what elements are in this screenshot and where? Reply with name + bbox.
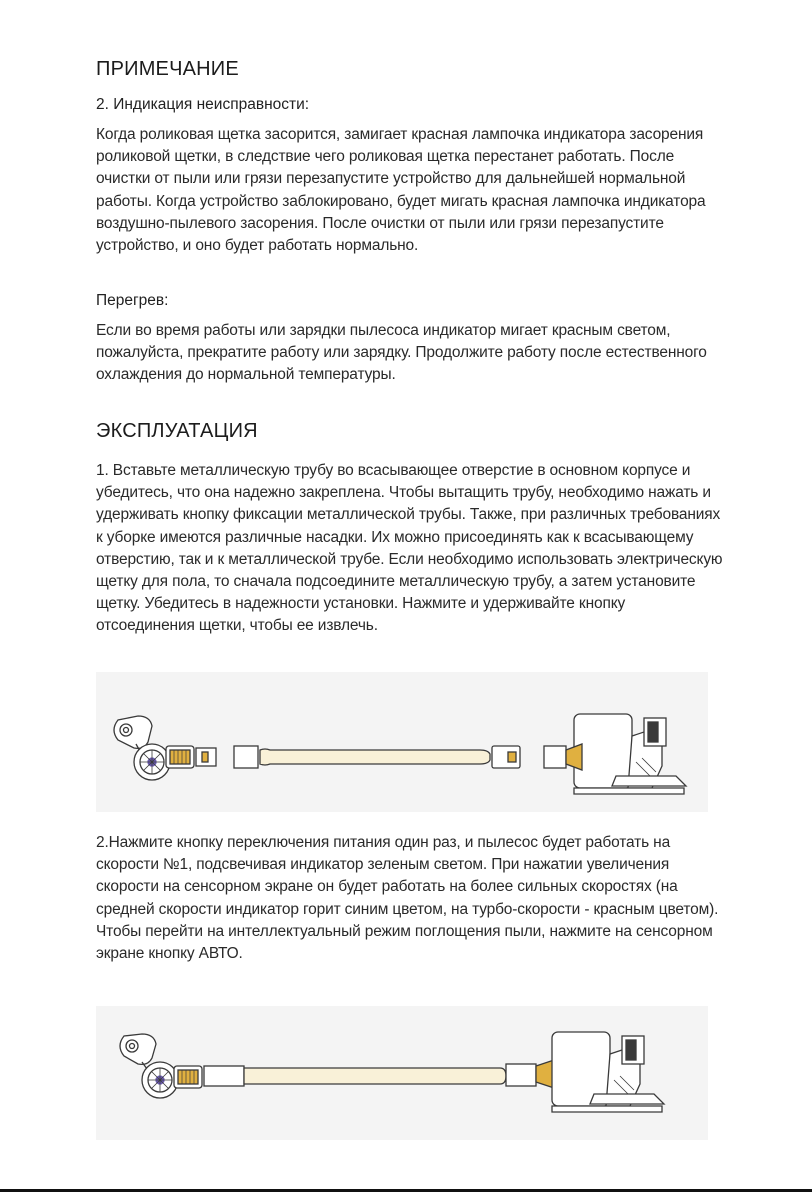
assembled-tube-icon	[204, 1060, 554, 1088]
operation-heading: ЭКСПЛУАТАЦИЯ	[96, 420, 258, 442]
connector-icon	[544, 746, 566, 768]
overheat-title: Перегрев:	[96, 292, 169, 309]
fault-indication-text: Когда роликовая щетка засорится, замигает красная лампочка индикатора засорения роликовой щетки, в следствие чего роликовая щетка перестанет работать. После очистки от пыли или грязи перезапустите устройство для дальнейшей нормальной работы. Когда устройство заблокировано, будет мигать красная лампочка индикатора воздушно-пылевого засорения. После очистки от пыли или грязи перезапустите устройство, и оно будет работать нормально.	[96, 126, 706, 255]
overheat-text: Если во время работы или зарядки пылесоса индикатор мигает красным светом, пожалуйста, прекратите работу или зарядку. Продолжите работу после естественного охлаждения до нормальной температуры.	[96, 322, 707, 384]
operation-step-2: 2.Нажмите кнопку переключения питания один раз, и пылесос будет работать на скорости №1, подсвечивая индикатор зеленым светом. При нажатии увеличения скорости на сенсорном экране он будет работать на более сильных скоростях (на средней скорости индикатор горит синим цветом, на турбо-скорости - красным цветом). Чтобы перейти на интеллектуальный режим поглощения пыли, нажмите на сенсорном экране кнопку АВТО.	[96, 834, 719, 963]
floor-brush-icon	[114, 716, 216, 780]
vacuum-assembled-drawing	[96, 1006, 708, 1140]
floor-brush-icon	[120, 1034, 202, 1098]
notes-heading: ПРИМЕЧАНИЕ	[96, 58, 239, 80]
fault-indication-title: 2. Индикация неисправности:	[96, 96, 310, 113]
vacuum-disassembled-illustration	[96, 672, 708, 812]
operation-step-1: 1. Вставьте металлическую трубу во всасывающее отверстие в основном корпусе и убедитесь, что она надежно закреплена. Чтобы вытащить трубу, необходимо нажать и удерживать кнопку фиксации металлической трубы. Также, при различных требованиях к уборке имеются различные насадки. Их можно присоединять как к всасывающему отверстию, так и к металлической трубе. Если необходимо использовать электрическую щетку для пола, то сначала подсоедините металлическую трубу, а затем установите щетку. Убедитесь в надежности установки. Нажмите и удерживайте кнопку отсоединения щетки, чтобы ее извлечь.	[96, 462, 723, 635]
vacuum-disassembled-drawing	[96, 672, 708, 812]
vacuum-assembled-illustration	[96, 1006, 708, 1140]
metal-tube-icon	[260, 746, 520, 768]
main-unit-icon	[552, 1032, 664, 1112]
adapter-icon	[234, 746, 258, 768]
main-unit-icon	[566, 714, 686, 794]
